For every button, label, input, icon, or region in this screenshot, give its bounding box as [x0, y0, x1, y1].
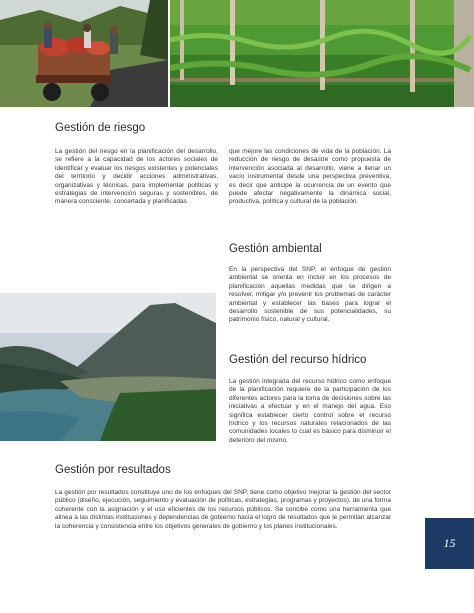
- riesgo-paragraph-col2: que mejore las condiciones de vida de la población. La reducción de riesgo de desastre como propuesta de intervención asociada al desarrollo, viene a llenar un vacío instrumental desde una perspectiva preventiva, es decir que anticipe la ocurrencia de un evento que puede afectar negativamente la dinámica social, productiva, política y cultural de la población.: [229, 148, 391, 206]
- hidrico-paragraph: La gestión integrada del recurso hídrico como enfoque de la planificación requiere de la participación de los diferentes actores para la toma de decisiones sobre las iniciativas a efectuar y en el manejo del agua. Eso significa establecer cierto control sobre el recurso hídrico y los recursos naturales relacionados de las comunidades locales lo cual es básico para disminuir el deterioro del mismo.: [229, 378, 391, 444]
- plant-nursery-photo: [170, 0, 474, 107]
- heading-gestion-recurso-hidrico: Gestión del recurso hídrico: [229, 354, 367, 366]
- page-number: 15: [425, 518, 474, 569]
- heading-gestion-por-resultados: Gestión por resultados: [55, 464, 171, 476]
- lake-volcano-photo: [0, 293, 216, 441]
- riesgo-paragraph-col1: La gestión del riesgo en la planificación del desarrollo, se refiere a la capacidad de los actores sociales de identificar y evaluar los riesgos existentes y potenciales del territorio y decidir acciones administrativas, organizativas y técnicas, para implementar políticas y estrategias de intervención seguras y sostenibles, de manera consciente, concertada y planificadas: [55, 148, 218, 206]
- truck-harvest-photo: [0, 0, 168, 107]
- heading-gestion-riesgo: Gestión de riesgo: [55, 122, 146, 134]
- heading-gestion-ambiental: Gestión ambiental: [229, 243, 322, 255]
- resultados-paragraph: La gestión por resultados constituye uno de los enfoques del SNP, tiene como objetivo mejorar la gestión del sector público (diseño, ejecución, seguimiento y evaluación de políticas, estrategias, programas y proyectos), de una forma coherente con la asignación y el uso eficientes de los recursos públicos. Se concibe como una herramienta que alinea a las distintas instituciones y dependencias de gobierno hacia el logro de resultados que le permitan alcanzar la coherencia y consistencia entre los objetivos generales de gobierno y los planes institucionales.: [55, 489, 391, 530]
- ambiental-paragraph: En la perspectiva del SNP, el enfoque de gestión ambiental se orienta en incluir en los procesos de planificación aquellas medidas que se dirigen a resolver, mitigar y/o prevenir los problemas de carácter ambiental y establecer las bases para lograr el desarrollo sostenible de sus potencialidades, su patrimonio físico, natural y cultural.: [229, 266, 391, 324]
